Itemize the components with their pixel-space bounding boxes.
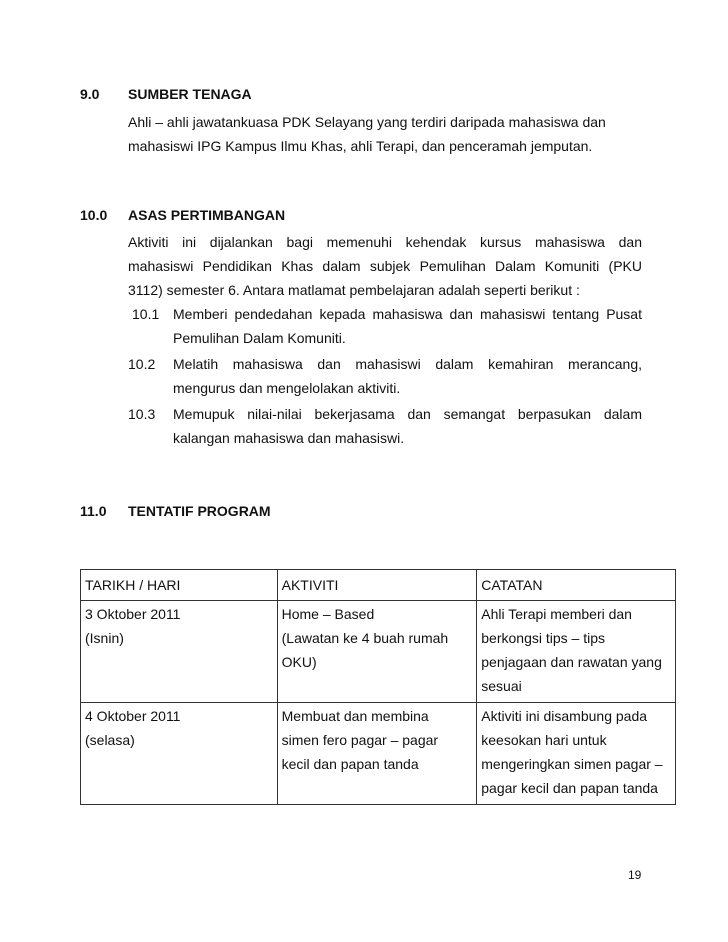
section-10-line-2: mahasiswi Pendidikan Khas dalam subjek Pemulihan Dalam Komuniti (PKU	[128, 258, 642, 274]
cell-line: Ahli Terapi memberi dan	[481, 606, 632, 622]
item-10-2-line-1: Melatih mahasiswa dan mahasiswi dalam kemahiran merancang,	[173, 356, 642, 372]
cell-line: keesokan hari untuk	[481, 732, 607, 748]
cell-line: penjagaan dan rawatan yang	[481, 654, 662, 670]
section-9-line-1: Ahli – ahli jawatankuasa PDK Selayang yang terdiri daripada mahasiswa dan	[128, 114, 606, 130]
cell-date	[81, 703, 278, 805]
cell-line: sesuai	[481, 678, 522, 694]
cell-line: 4 Oktober 2011	[85, 708, 181, 724]
cell-line: berkongsi tips – tips	[481, 630, 605, 646]
cell-activity	[277, 703, 477, 805]
cell-line: (selasa)	[85, 732, 135, 748]
section-9-title: SUMBER TENAGA	[128, 86, 252, 102]
section-10-line-1: Aktiviti ini dijalankan bagi memenuhi kehendak kursus mahasiswa dan	[128, 234, 642, 250]
item-10-3-line-2: kalangan mahasiswa dan mahasiswi.	[173, 430, 405, 446]
table-row	[81, 601, 676, 703]
cell-note	[477, 601, 676, 703]
cell-line: mengeringkan simen pagar –	[481, 756, 663, 772]
header-catatan: CATATAN	[477, 570, 676, 601]
item-10-1-line-2: Pemulihan Dalam Komuniti.	[173, 330, 346, 346]
section-11-title: TENTATIF PROGRAM	[128, 503, 271, 519]
table-row	[81, 703, 676, 805]
cell-line: kecil dan papan tanda	[281, 756, 419, 772]
section-10-title: ASAS PERTIMBANGAN	[128, 207, 286, 223]
cell-line: Membuat dan membina	[281, 708, 429, 724]
section-9-number: 9.0	[80, 86, 100, 102]
item-10-1-number: 10.1	[132, 306, 160, 322]
cell-line: pagar kecil dan papan tanda	[481, 780, 658, 796]
cell-line: (Lawatan ke 4 buah rumah	[281, 630, 449, 646]
cell-note	[477, 703, 676, 805]
item-10-3	[173, 402, 642, 450]
table-header-row	[81, 570, 676, 601]
section-9-line-2: mahasiswi IPG Kampus Ilmu Khas, ahli Terapi, dan penceramah jemputan.	[128, 138, 593, 154]
cell-line: (Isnin)	[85, 630, 124, 646]
header-tarikh: TARIKH / HARI	[81, 570, 278, 601]
cell-line: Aktiviti ini disambung pada	[481, 708, 648, 724]
cell-activity	[277, 601, 477, 703]
item-10-2-line-2: mengurus dan mengelolakan aktiviti.	[173, 380, 401, 396]
tentatif-table	[80, 569, 676, 805]
section-10-number: 10.0	[80, 207, 108, 223]
item-10-2	[173, 352, 642, 400]
cell-date	[81, 601, 278, 703]
item-10-1	[173, 302, 642, 350]
header-aktiviti: AKTIVITI	[277, 570, 477, 601]
section-10-line-3: 3112) semester 6. Antara matlamat pembelajaran adalah seperti berikut :	[128, 282, 580, 298]
section-10-paragraph	[128, 230, 642, 302]
item-10-1-line-1: Memberi pendedahan kepada mahasiswa dan mahasiswi tentang Pusat	[173, 306, 642, 322]
page-number: 19	[628, 868, 642, 882]
cell-line: simen fero pagar – pagar	[281, 732, 439, 748]
cell-line: Home – Based	[281, 606, 375, 622]
section-9-paragraph	[128, 110, 648, 158]
item-10-3-line-1: Memupuk nilai-nilai bekerjasama dan semangat berpasukan dalam	[173, 406, 642, 422]
cell-line: 3 Oktober 2011	[85, 606, 181, 622]
cell-line: OKU)	[281, 654, 317, 670]
section-11-number: 11.0	[80, 503, 107, 519]
item-10-3-number: 10.3	[128, 406, 156, 422]
item-10-2-number: 10.2	[128, 356, 156, 372]
